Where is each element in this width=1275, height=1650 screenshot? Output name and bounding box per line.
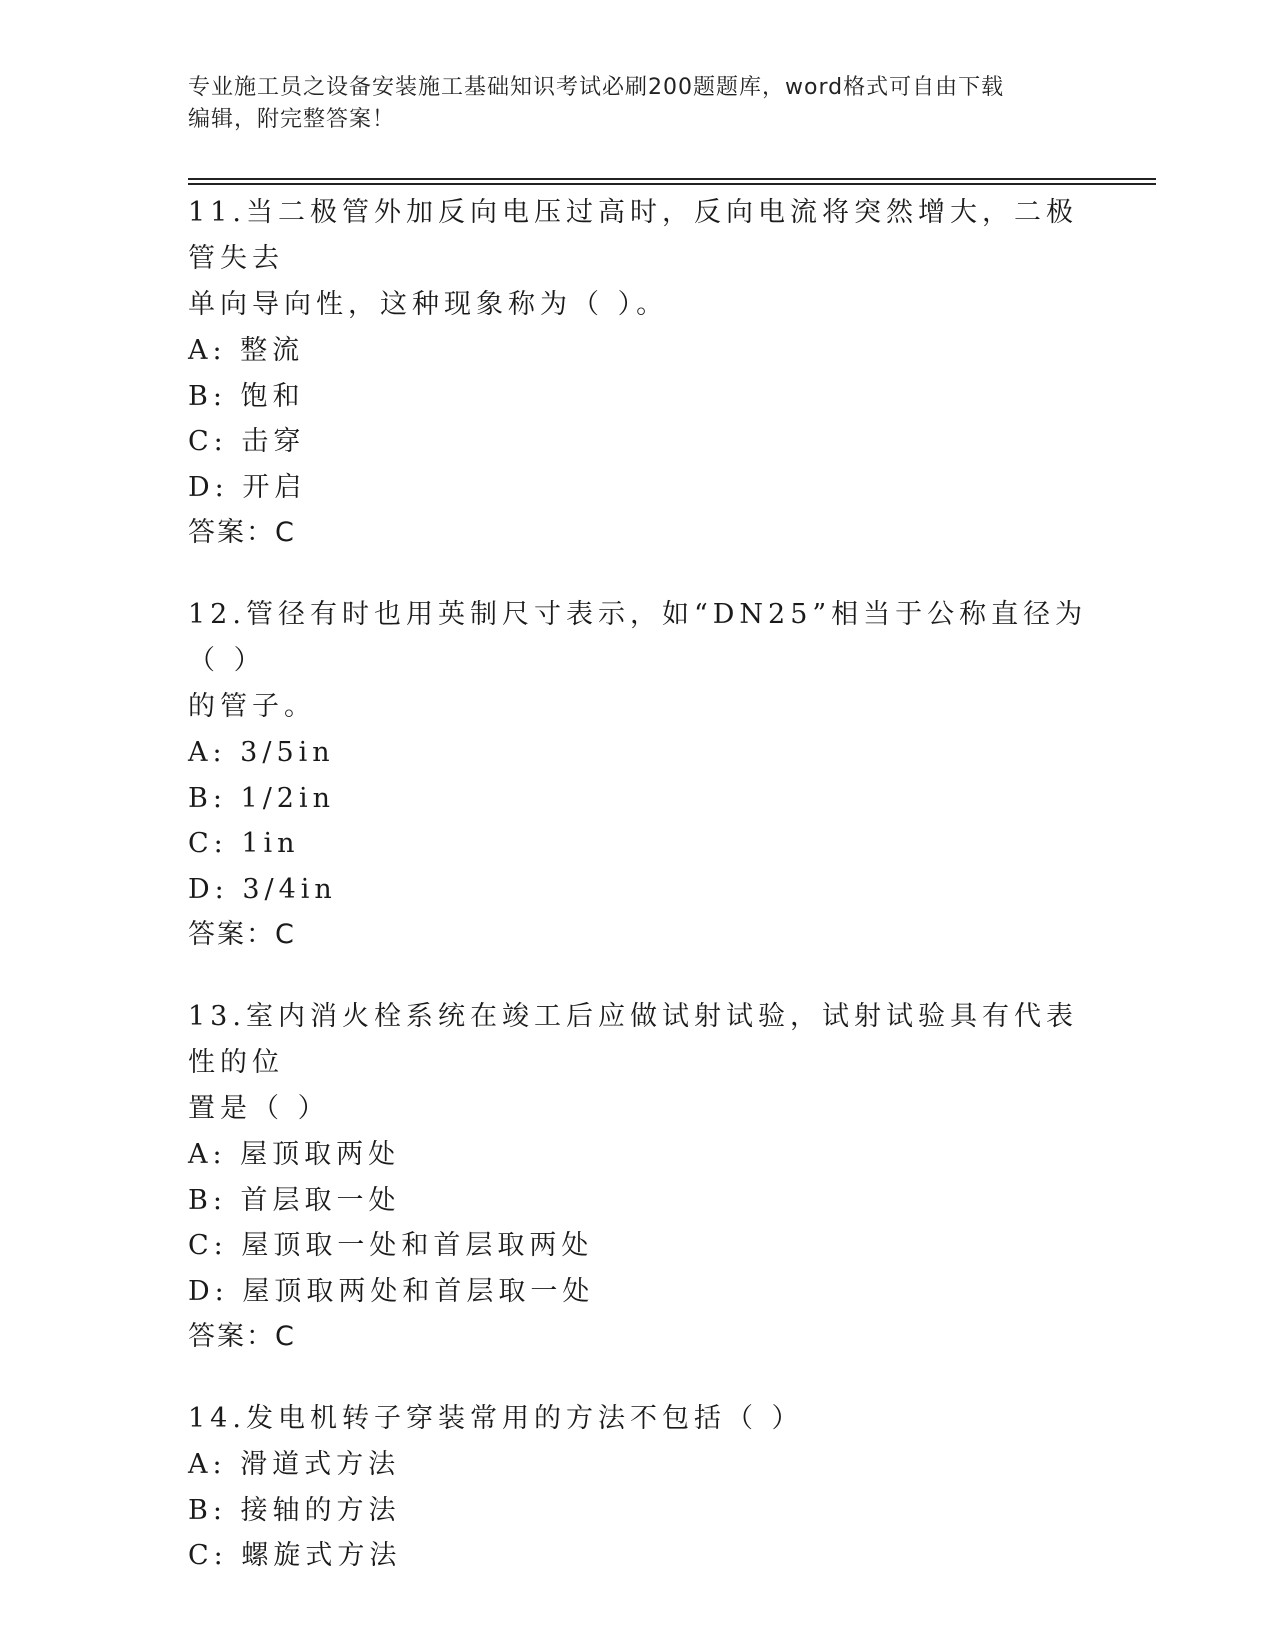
option-d: D: 开启: [188, 471, 307, 503]
option-a: A: 屋顶取两处: [188, 1139, 401, 1170]
question-stem: 11.当二极管外加反向电压过高时，反向电流将突然增大，二极管失去: [188, 197, 1078, 274]
answer-line: 答案：C: [188, 1321, 296, 1352]
option-d: D: 屋顶取两处和首层取一处: [188, 1275, 595, 1307]
option-a: A: 整流: [188, 335, 305, 366]
question-stem-continued: 的管子。: [188, 691, 316, 722]
answer-line: 答案：C: [188, 517, 296, 548]
question-stem: 12.管径有时也用英制尺寸表示，如“DN25”相当于公称直径为（ ）: [188, 599, 1088, 676]
option-b: B: 1/2in: [188, 782, 335, 814]
header-divider-top: [188, 178, 1156, 180]
question-stem: 13.室内消火栓系统在竣工后应做试射试验，试射试验具有代表性的位: [188, 1001, 1078, 1078]
header-title-line-2: 编辑，附完整答案！: [188, 107, 396, 132]
option-c: C: 击穿: [188, 426, 306, 457]
question-13: [188, 994, 1088, 1360]
question-11: [188, 190, 1088, 556]
question-stem-continued: 置是（ ）: [188, 1093, 330, 1124]
option-b: B: 接轴的方法: [188, 1494, 401, 1526]
question-14: [188, 1396, 1088, 1579]
option-d: D: 3/4in: [188, 873, 337, 905]
option-b: B: 首层取一处: [188, 1184, 401, 1216]
option-c: C: 螺旋式方法: [188, 1540, 402, 1571]
option-a: A: 3/5in: [188, 737, 335, 768]
header-divider-bottom: [188, 183, 1156, 185]
question-12: [188, 592, 1088, 958]
question-stem: 14.发电机转子穿装常用的方法不包括（ ）: [188, 1403, 804, 1434]
option-c: C: 屋顶取一处和首层取两处: [188, 1230, 594, 1261]
header-title-line-1: 专业施工员之设备安装施工基础知识考试必刷200题题库，word格式可自由下载: [188, 75, 1005, 100]
question-stem-continued: 单向导向性，这种现象称为（ ）。: [188, 289, 669, 320]
document-header: [188, 72, 1088, 136]
option-a: A: 滑道式方法: [188, 1449, 401, 1480]
question-list: [188, 190, 1088, 1615]
option-c: C: 1in: [188, 828, 300, 859]
option-b: B: 饱和: [188, 380, 305, 412]
answer-line: 答案：C: [188, 919, 296, 950]
